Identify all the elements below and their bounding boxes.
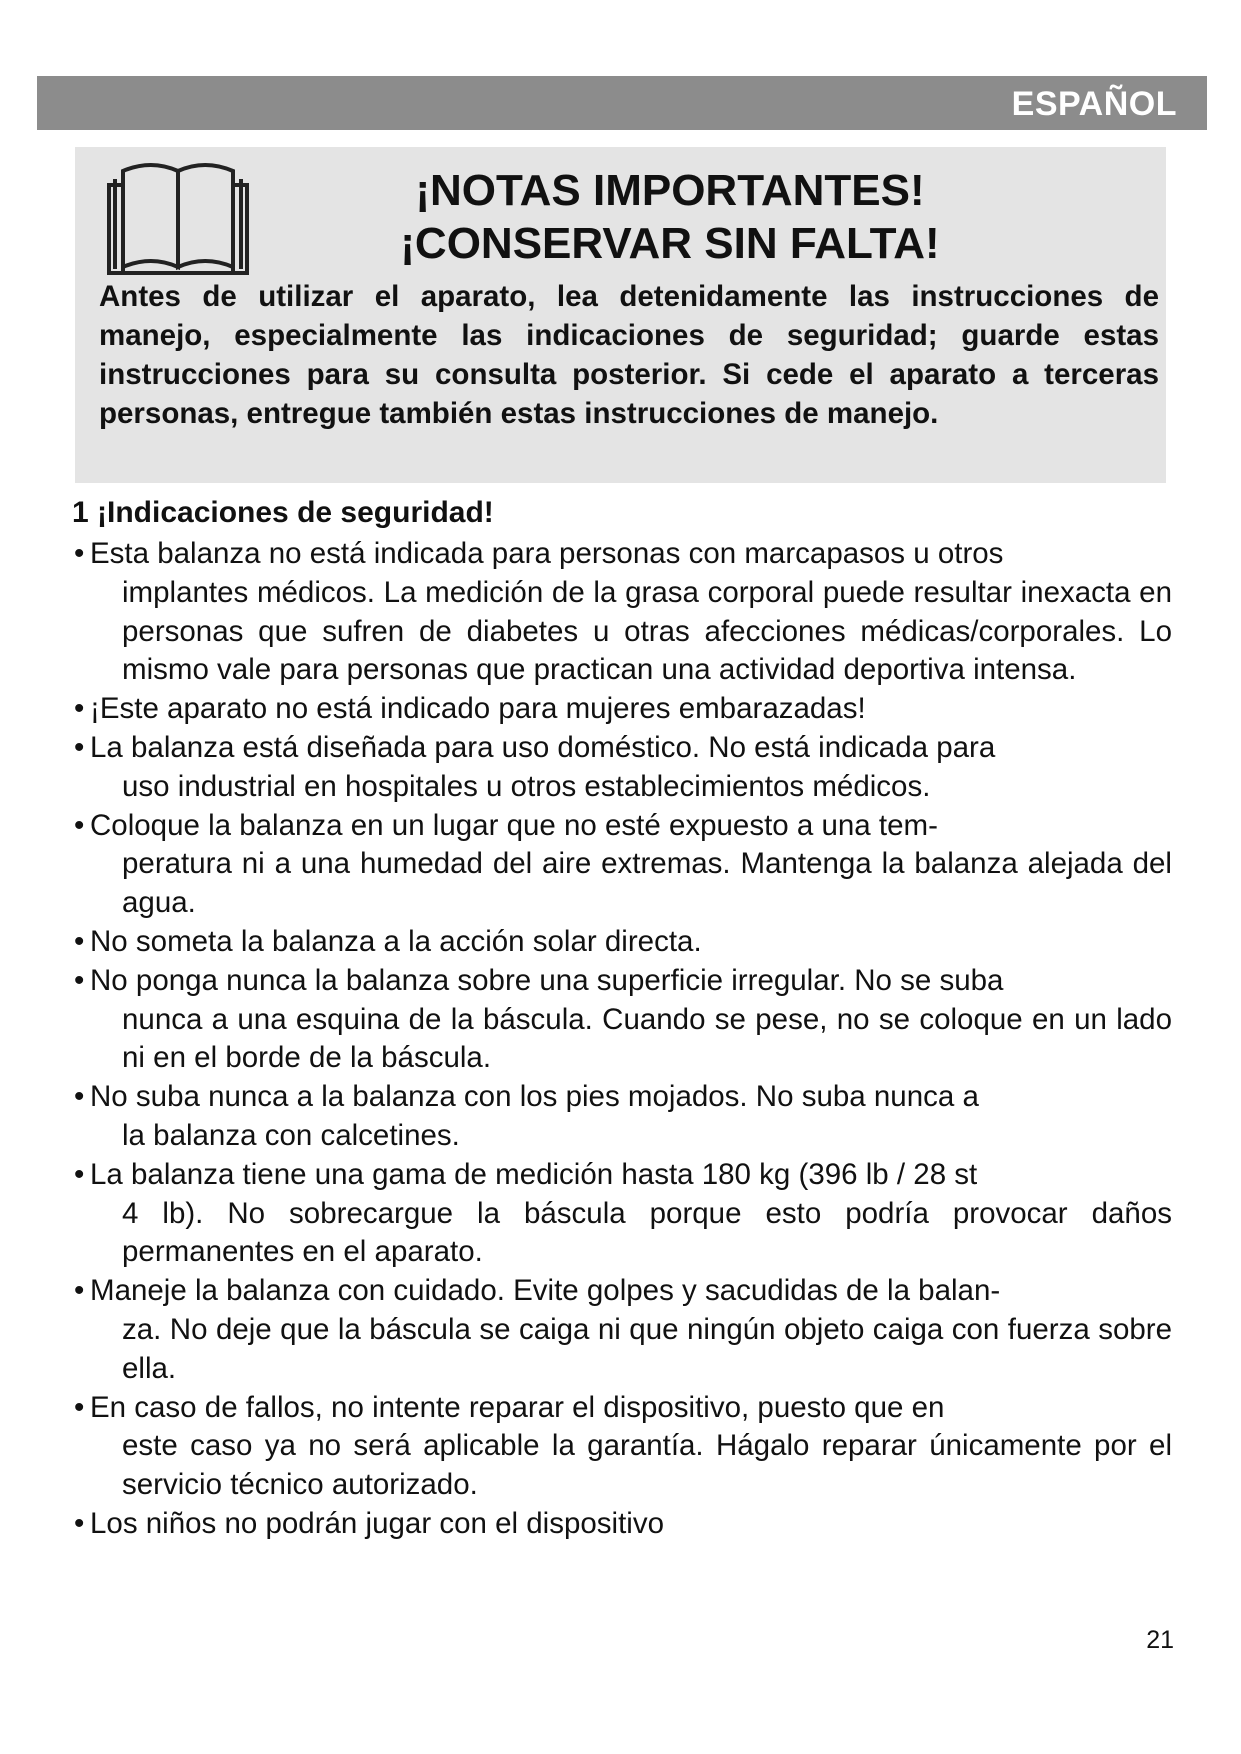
section-heading: 1 ¡Indicaciones de seguridad!: [72, 496, 494, 529]
list-item: [72, 1078, 1172, 1156]
list-item-continuation: nunca a una esquina de la báscula. Cuando se pese, no se coloque en un lado ni en el borde de la báscula.: [122, 1002, 1172, 1075]
page-number: 21: [1146, 1626, 1174, 1654]
safety-instructions-list: [72, 535, 1172, 1544]
list-item: [72, 807, 1172, 923]
language-header-bar: [37, 76, 1207, 130]
language-label: ESPAÑOL: [1011, 85, 1177, 123]
notice-text: Antes de utilizar el aparato, lea detenidamente las instrucciones de manejo, especialmente las indicaciones de seguridad; guarde estas instrucciones para su consulta posterior. Si cede el aparato a terceras personas, entregue también estas instrucciones de manejo.: [99, 280, 1159, 430]
list-item-continuation: za. No deje que la báscula se caiga ni que ningún objeto caiga con fuerza sobre ella.: [122, 1312, 1172, 1385]
list-item-first-line: ¡Este aparato no está indicado para mujeres embarazadas!: [90, 692, 866, 726]
bullet-icon: •: [74, 1390, 85, 1424]
list-item-continuation: la balanza con calcetines.: [122, 1118, 460, 1152]
list-item-continuation: peratura ni a una humedad del aire extremas. Mantenga la balanza alejada del agua.: [122, 847, 1172, 920]
list-item: [72, 729, 1172, 807]
notice-title-line1: ¡NOTAS IMPORTANTES!: [415, 166, 925, 215]
list-item: [72, 962, 1172, 1078]
important-notice-box: [75, 147, 1166, 483]
list-item: [72, 1505, 1172, 1544]
list-item-first-line: La balanza está diseñada para uso doméstico. No está indicada para: [90, 730, 996, 764]
bullet-icon: •: [74, 730, 85, 764]
list-item: [72, 1272, 1172, 1388]
bullet-icon: •: [74, 924, 85, 958]
bullet-icon: •: [74, 808, 85, 842]
list-item-first-line: No someta la balanza a la acción solar directa.: [90, 924, 702, 958]
bullet-icon: •: [74, 963, 85, 997]
bullet-icon: •: [74, 692, 85, 726]
list-item: [72, 690, 1172, 729]
list-item-continuation: uso industrial en hospitales u otros establecimientos médicos.: [122, 769, 931, 803]
list-item-continuation: este caso ya no será aplicable la garantía. Hágalo reparar únicamente por el servicio técnico autorizado.: [122, 1429, 1172, 1502]
list-item: [72, 535, 1172, 690]
bullet-icon: •: [74, 537, 85, 570]
list-item-continuation: implantes médicos. La medición de la grasa corporal puede resultar inexacta en personas que sufren de diabetes u otras afecciones médicas/corporales. Lo mismo vale para personas que practican una actividad deportiva intensa.: [122, 575, 1172, 687]
list-item-first-line: No ponga nunca la balanza sobre una superficie irregular. No se suba: [90, 963, 1004, 997]
bullet-icon: •: [74, 1274, 85, 1308]
list-item-first-line: Maneje la balanza con cuidado. Evite golpes y sacudidas de la balan-: [90, 1274, 1001, 1308]
list-item-first-line: Coloque la balanza en un lugar que no esté expuesto a una tem-: [90, 808, 938, 842]
list-item-continuation: 4 lb). No sobrecargue la báscula porque esto podría provocar daños permanentes en el aparato.: [122, 1196, 1172, 1269]
list-item-first-line: Los niños no podrán jugar con el dispositivo: [90, 1506, 664, 1540]
list-item-first-line: No suba nunca a la balanza con los pies mojados. No suba nunca a: [90, 1080, 979, 1114]
list-item: [72, 923, 1172, 962]
bullet-icon: •: [74, 1506, 85, 1540]
list-item-first-line: Esta balanza no está indicada para personas con marcapasos u otros: [90, 537, 1004, 570]
notice-title-line2: ¡CONSERVAR SIN FALTA!: [400, 219, 940, 268]
list-item: [72, 1389, 1172, 1505]
list-item-first-line: La balanza tiene una gama de medición hasta 180 kg (396 lb / 28 st: [90, 1157, 978, 1191]
list-item-first-line: En caso de fallos, no intente reparar el dispositivo, puesto que en: [90, 1390, 945, 1424]
bullet-icon: •: [74, 1157, 85, 1191]
list-item: [72, 1156, 1172, 1272]
bullet-icon: •: [74, 1080, 85, 1114]
